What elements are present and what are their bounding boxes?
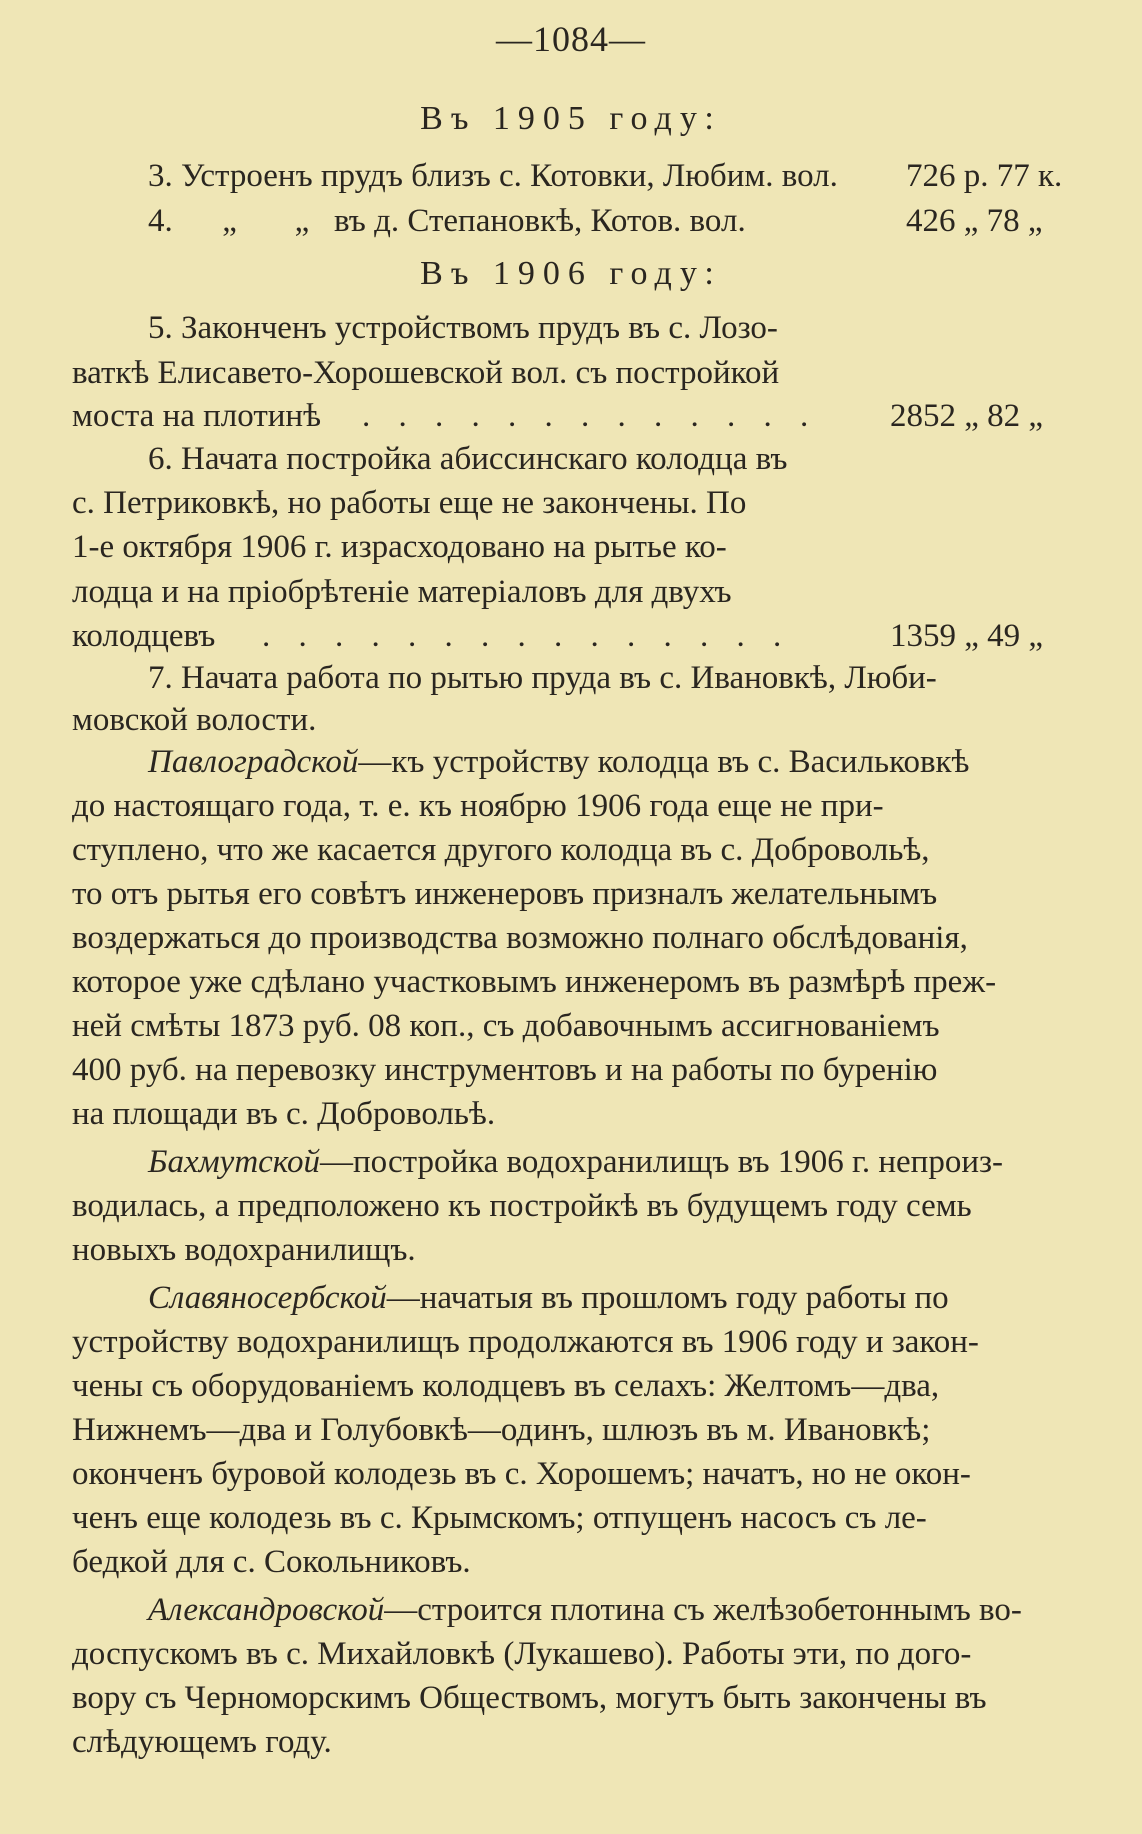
pavlograd-line-4: то отъ рытья его совѣтъ инженеровъ призналъ желательнымъ: [72, 876, 938, 912]
bakhmut-line-3: новыхъ водохранилищъ.: [72, 1232, 416, 1268]
slavyanoserb-line-5: оконченъ буровой колодезь въ с. Хорошемъ; начатъ, но не окон-: [72, 1456, 971, 1492]
pavlograd-district-name: Павлоградской: [148, 744, 359, 780]
item-4-amount: 426 „ 78 „: [906, 203, 1043, 239]
pavlograd-line-8: 400 руб. на перевозку инструментовъ и на работы по буренію: [72, 1052, 938, 1088]
slavyanoserb-line-1: Славяносербской—начатыя въ прошломъ году работы по: [148, 1280, 949, 1316]
item-3-amount: 726 р. 77 к.: [906, 158, 1063, 194]
item-6-line-5: колодцевъ: [72, 618, 216, 654]
item-7-line-2: мовской волости.: [72, 702, 317, 738]
slavyanoserb-district-name: Славяносербской: [148, 1280, 387, 1316]
pavlograd-line-7: ней смѣты 1873 руб. 08 коп., съ добавочнымъ ассигнованіемъ: [72, 1008, 940, 1044]
item-5-line-3: моста на плотинѣ: [72, 398, 321, 434]
item-5-line-2: ваткѣ Елисавето-Хорошевской вол. съ постройкой: [72, 355, 780, 391]
section-heading-1906: Въ 1906 году:: [420, 255, 722, 292]
slavyanoserb-line-4: Нижнемъ—два и Голубовкѣ—одинъ, шлюзъ въ м. Ивановкѣ;: [72, 1412, 931, 1448]
aleksandrov-district-name: Александровской: [148, 1592, 385, 1628]
item-6-line-2: с. Петриковкѣ, но работы еще не закончены. По: [72, 485, 747, 521]
aleksandrov-line-2: доспускомъ въ с. Михайловкѣ (Лукашево). Работы эти, по дого-: [72, 1636, 972, 1672]
item-6-line-3: 1-е октября 1906 г. израсходовано на рытье ко-: [72, 529, 727, 565]
slavyanoserb-line-6: ченъ еще колодезь въ с. Крымскомъ; отпущенъ насосъ съ ле-: [72, 1500, 927, 1536]
pavlograd-line-5: воздержаться до производства возможно полнаго обслѣдованія,: [72, 920, 968, 956]
aleksandrov-line-4: слѣдующемъ году.: [72, 1724, 332, 1760]
item-7-line-1: 7. Начата работа по рытью пруда въ с. Ивановкѣ, Люби-: [148, 660, 937, 696]
bakhmut-line-1: Бахмутской—постройка водохранилищъ въ 1906 г. непроиз-: [148, 1144, 1004, 1180]
pavlograd-line-9: на площади въ с. Добровольѣ.: [72, 1096, 496, 1132]
pavlograd-line-2: до настоящаго года, т. е. къ ноябрю 1906 года еще не при-: [72, 788, 884, 824]
item-6-line-1: 6. Начата постройка абиссинскаго колодца въ: [148, 441, 788, 477]
pavlograd-line-6: которое уже сдѣлано участковымъ инженеромъ въ размѣрѣ преж-: [72, 964, 997, 1000]
item-5-line-1: 5. Законченъ устройствомъ прудъ въ с. Лозо-: [148, 310, 778, 346]
bakhmut-line-2: водилась, а предположено къ постройкѣ въ будущемъ году семь: [72, 1188, 972, 1224]
item-3-text: 3. Устроенъ прудъ близъ с. Котовки, Любим. вол.: [148, 158, 838, 194]
item-6-amount: 1359 „ 49 „: [890, 618, 1044, 654]
item-5-amount: 2852 „ 82 „: [890, 398, 1044, 434]
item-6-line-4: лодца и на пріобрѣтеніе матеріаловъ для двухъ: [72, 574, 732, 610]
page-number: —1084—: [496, 19, 646, 59]
aleksandrov-line-1: Александровской—строится плотина съ желѣзобетоннымъ во-: [148, 1592, 1022, 1628]
aleksandrov-line-3: вору съ Черноморскимъ Обществомъ, могутъ быть закончены въ: [72, 1680, 987, 1716]
pavlograd-line-1: Павлоградской—къ устройству колодца въ с. Васильковкѣ: [148, 744, 970, 780]
slavyanoserb-line-3: чены съ оборудованіемъ колодцевъ въ селахъ: Желтомъ—два,: [72, 1368, 940, 1404]
pavlograd-line-3: ступлено, что же касается другого колодца въ с. Добровольѣ,: [72, 832, 930, 868]
item-4-text: 4. „ „ въ д. Степановкѣ, Котов. вол.: [148, 203, 746, 239]
slavyanoserb-line-7: бедкой для с. Сокольниковъ.: [72, 1544, 471, 1580]
item-5-dot-leader: . . . . . . . . . . . . .: [362, 398, 819, 434]
slavyanoserb-line-2: устройству водохранилищъ продолжаются въ 1906 году и закон-: [72, 1324, 979, 1360]
item-6-dot-leader: . . . . . . . . . . . . . . .: [262, 618, 792, 654]
bakhmut-district-name: Бахмутской: [148, 1144, 320, 1180]
section-heading-1905: Въ 1905 году:: [420, 100, 722, 137]
